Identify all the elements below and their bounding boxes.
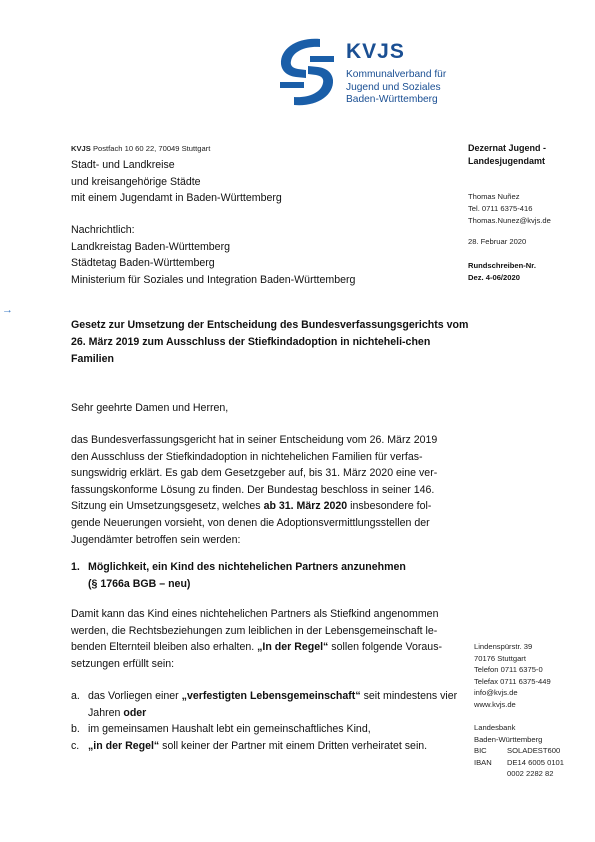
footer-phone: Telefon 0711 6375-0: [474, 665, 543, 675]
logo-subtitle: [346, 69, 446, 107]
contact-name: Thomas Nuñez: [468, 192, 520, 201]
recipient-line: mit einem Jugendamt in Baden-Württemberg: [71, 192, 282, 205]
letter-date: 28. Februar 2020: [468, 237, 527, 246]
list-item-text: [88, 688, 461, 721]
section-heading-line: (§ 1766a BGB – neu): [88, 577, 191, 590]
cc-block: [71, 222, 355, 288]
list-bold: „in der Regel“: [88, 739, 160, 752]
section-heading-line: Möglichkeit, ein Kind des nichtehelichen Partners anzunehmen: [88, 561, 406, 573]
kvjs-logo: [276, 34, 496, 110]
recipient-line: Stadt- und Landkreise: [71, 159, 175, 171]
list-text: im gemeinsamen Haushalt lebt ein gemeinschaftliches Kind,: [88, 723, 371, 736]
sender-org: KVJS: [71, 144, 91, 153]
list-text: seit mindestens vier Jahren: [88, 690, 458, 719]
iban-value-2: 0002 2282 82: [507, 769, 554, 779]
logo-subtitle-line: Baden-Württemberg: [346, 94, 438, 105]
iban-value: DE14 6005 0101: [507, 757, 565, 767]
section-heading: [71, 559, 471, 592]
conditions-list: [71, 688, 461, 754]
intro-paragraph: [71, 432, 451, 548]
bic-label: BIC: [474, 746, 487, 756]
list-item-text: [88, 738, 427, 755]
recipient-block: [71, 157, 282, 207]
list-text: das Vorliegen einer: [88, 690, 182, 702]
section-heading-text: [88, 559, 406, 592]
circular-label: Rundschreiben-Nr.: [468, 261, 536, 270]
bank-name: Baden-Württemberg: [474, 734, 543, 744]
para2-text-end: sollen folgende Voraus-setzungen erfüllt sein:: [71, 641, 443, 670]
cc-line: Landkreistag Baden-Württemberg: [71, 240, 230, 253]
iban-indent: [474, 768, 507, 780]
footer-email[interactable]: info@kvjs.de: [474, 688, 518, 698]
list-item-text: [88, 721, 371, 738]
cc-label: Nachrichtlich:: [71, 224, 135, 236]
footer-city: 70176 Stuttgart: [474, 653, 526, 663]
section-number: 1.: [71, 561, 80, 573]
logo-subtitle-line: Kommunalverband für: [346, 69, 447, 80]
list-text: soll keiner der Partner mit einem Dritten verheiratet sein.: [159, 739, 428, 752]
list-marker: c.: [71, 739, 80, 752]
contact-phone: Tel. 0711 6375-416: [468, 204, 533, 214]
bank-iban-row: [474, 757, 564, 769]
letter-subject: Gesetz zur Umsetzung der Entscheidung des Bundesverfassungsgerichts vom 26. März 2019 zum Ausschluss der Stiefkindadoption in nichteheli-chen Familien: [71, 319, 469, 365]
bank-bic-row: [474, 745, 564, 757]
list-marker: a.: [71, 690, 80, 702]
footer-address: [474, 641, 551, 711]
cc-line: Ministerium für Soziales und Integration Baden-Württemberg: [71, 273, 356, 286]
list-item: [71, 738, 461, 755]
list-marker: b.: [71, 723, 80, 736]
circular-block: [468, 260, 536, 284]
conditions-intro-paragraph: [71, 606, 451, 672]
sender-address: Postfach 10 60 22, 70049 Stuttgart: [90, 144, 211, 153]
cc-line: Städtetag Baden-Württemberg: [71, 257, 215, 270]
bank-iban-row-2: [474, 768, 564, 780]
department-line: Dezernat Jugend -: [468, 143, 547, 153]
contact-email[interactable]: Thomas.Nunez@kvjs.de: [468, 216, 551, 226]
logo-brand: KVJS: [346, 40, 405, 63]
recipient-line: und kreisangehörige Städte: [71, 175, 201, 188]
list-bold: „verfestigten Lebensgemeinschaft“: [181, 690, 361, 702]
department-heading: [468, 142, 546, 168]
bank-name: Landesbank: [474, 723, 516, 732]
section-heading-row: [71, 559, 471, 592]
iban-label: IBAN: [474, 757, 492, 767]
salutation: Sehr geehrte Damen und Herren,: [71, 402, 229, 414]
intro-text-end: insbesondere fol-gende Neuerungen vorsieht, von denen die Adoptionsvermittlungsstellen der Jugendämter betroffen sein werden:: [71, 500, 432, 546]
logo-subtitle-line: Jugend und Soziales: [346, 81, 441, 93]
footer-bank: [474, 722, 564, 780]
contact-block: [468, 191, 551, 228]
circular-number: Dez. 4-06/2020: [468, 273, 520, 282]
kvjs-logo-icon: [276, 34, 338, 110]
intro-text: das Bundesverfassungsgericht hat in seiner Entscheidung vom 26. März 2019 den Ausschluss der Stiefkindadoption in nichtehelichen Familien für verfas-sungswidrig erklärt. Es gab dem Gesetzgeber auf, bis 31. März 2020 eine ver-fassungskonforme Lösung zu finden. Der Bundestag beschloss in seiner 146. Sitzung ein Umsetzungsgesetz, welches: [71, 434, 438, 513]
list-item: [71, 721, 461, 738]
department-line: Landesjugendamt: [468, 156, 546, 166]
fold-mark-arrow-icon: →: [2, 304, 13, 316]
intro-date-bold: ab 31. März 2020: [263, 500, 348, 513]
list-item: [71, 688, 461, 721]
footer-web[interactable]: www.kvjs.de: [474, 699, 516, 709]
para2-text: Damit kann das Kind eines nichtehelichen Partners als Stiefkind angenommen werden, die Rechtsbeziehungen zum leiblichen in der Lebensgemeinschaft le-benden Elternteil bleiben also erhalten.: [71, 608, 439, 654]
para2-bold: „In der Regel“: [257, 641, 329, 654]
list-bold: oder: [123, 706, 147, 719]
sender-line: [71, 144, 210, 153]
footer-fax: Telefax 0711 6375-449: [474, 676, 551, 686]
footer-street: Lindenspürstr. 39: [474, 642, 533, 651]
bic-value: SOLADEST600: [507, 746, 561, 756]
